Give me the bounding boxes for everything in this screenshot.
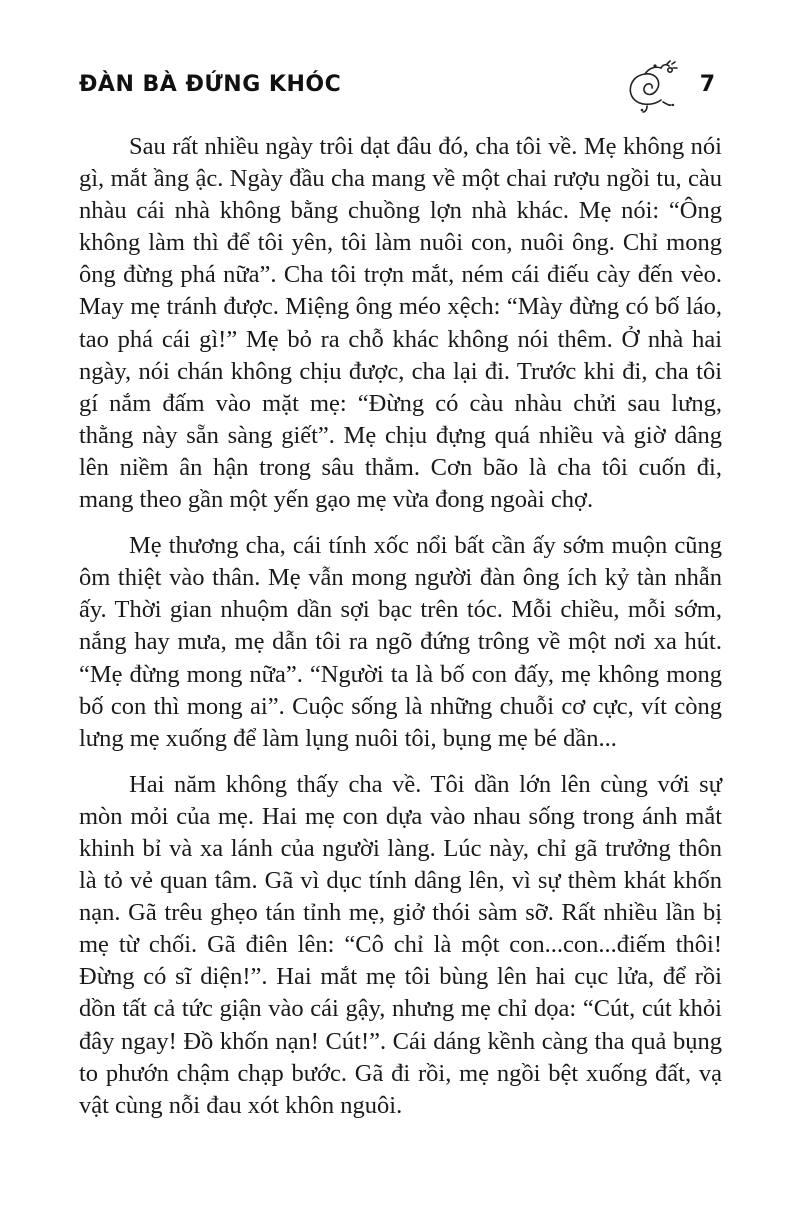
- paragraph-2: Mẹ thương cha, cái tính xốc nổi bất cần ấy sớm muộn cũng ôm thiệt vào thân. Mẹ vẫn mong người đàn ông ích kỷ tàn nhẫn ấy. Thời gian nhuộm dần sợi bạc trên tóc. Mỗi chiều, mỗi sớm, nắng hay mưa, mẹ dẫn tôi ra ngõ đứng trông về một nơi xa hút. “Mẹ đừng mong nữa”. “Người ta là bố con đấy, mẹ không mong bố con thì mong ai”. Cuộc sống là những chuỗi cơ cực, vít còng lưng mẹ xuống để làm lụng nuôi tôi, bụng mẹ bé dần...: [79, 532, 722, 752]
- page-number: 7: [699, 72, 715, 97]
- paragraph-1: Sau rất nhiều ngày trôi dạt đâu đó, cha tôi về. Mẹ không nói gì, mắt ầng ậc. Ngày đầu cha mang về một chai rượu ngồi tu, càu nhàu cái nhà không bằng chuồng lợn nhà khác. Mẹ nói: “Ông không làm thì để tôi yên, tôi làm nuôi con, nuôi ông. Chỉ mong ông đừng phá nữa”. Cha tôi trợn mắt, ném cái điếu cày đến vèo. May mẹ tránh được. Miệng ông méo xệch: “Mày đừng có bố láo, tao phá cái gì!” Mẹ bỏ ra chỗ khác không nói thêm. Ở nhà hai ngày, nói chán không chịu được, cha lại đi. Trước khi đi, cha tôi gí nắm đấm vào mặt mẹ: “Đừng có càu nhàu chửi sau lưng, thằng này sẵn sàng giết”. Mẹ chịu đựng quá nhiều và giờ dâng lên niềm ân hận trong sâu thẳm. Cơn bão là cha tôi cuốn đi, mang theo gần một yến gạo mẹ vừa đong ngoài chợ.: [79, 133, 722, 514]
- swirl-flourish-icon: [623, 60, 679, 114]
- running-title: ĐÀN BÀ ĐỨNG KHÓC: [79, 72, 342, 97]
- page-header: [79, 60, 729, 116]
- body-text: [79, 131, 722, 1136]
- paragraph-3: Hai năm không thấy cha về. Tôi dần lớn lên cùng với sự mòn mỏi của mẹ. Hai mẹ con dựa vào nhau sống trong ánh mắt khinh bỉ và xa lánh của người làng. Lúc này, chỉ gã trưởng thôn là tỏ vẻ quan tâm. Gã vì dục tính dâng lên, vì sự thèm khát khốn nạn. Gã trêu ghẹo tán tỉnh mẹ, giở thói sàm sỡ. Rất nhiều lần bị mẹ từ chối. Gã điên lên: “Cô chỉ là một con...con...điếm thôi! Đừng có sĩ diện!”. Hai mắt mẹ tôi bùng lên hai cục lửa, để rồi dồn tất cả tức giận vào cái gậy, nhưng mẹ chỉ dọa: “Cút, cút khỏi đây ngay! Đồ khốn nạn! Cút!”. Cái dáng kềnh càng tha quả bụng to phướn chậm chạp bước. Gã đi rồi, mẹ ngồi bệt xuống đất, vạ vật cùng nỗi đau xót khôn nguôi.: [79, 770, 722, 1119]
